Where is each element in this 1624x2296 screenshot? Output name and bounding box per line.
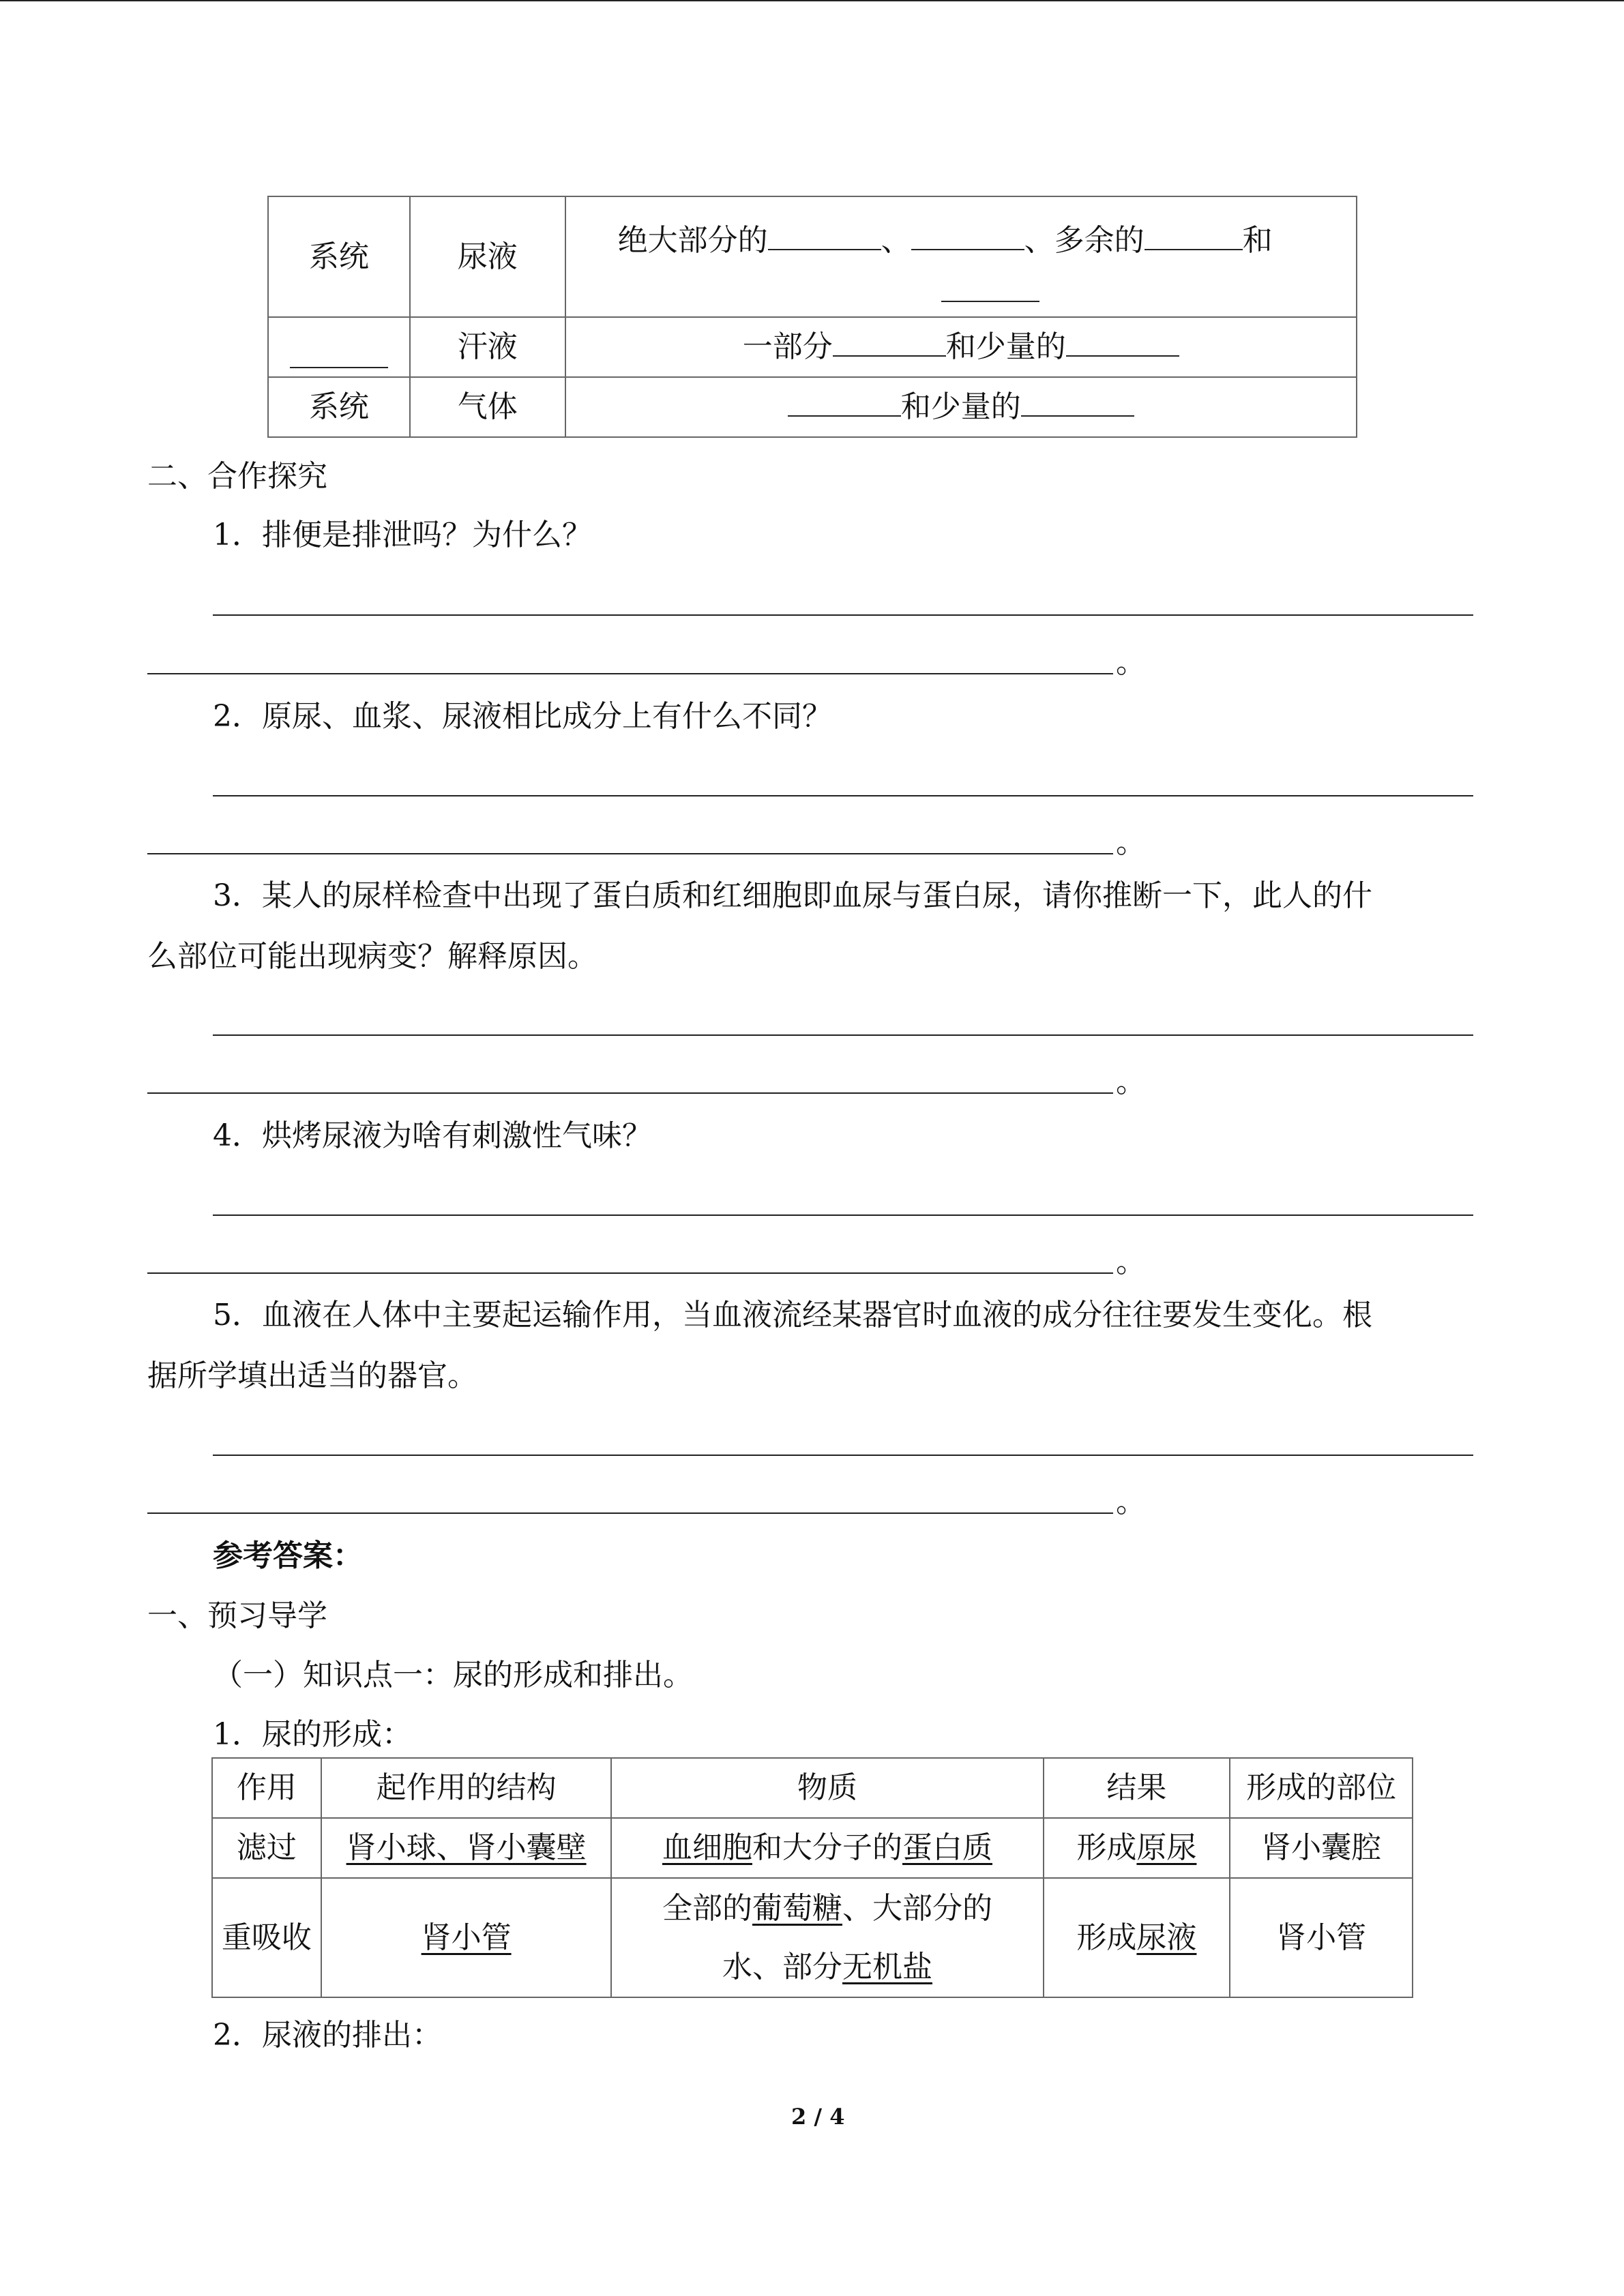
page-number: 2 / 4 xyxy=(791,2104,845,2130)
question-4: 4．烘烤尿液为啥有刺激性气味？ xyxy=(213,1118,652,1153)
answer-line xyxy=(213,1034,1473,1036)
answer-line xyxy=(213,1455,1473,1456)
cell-gas-contents: 和少量的 xyxy=(565,377,1357,437)
question-1: 1．排便是排泄吗？为什么？ xyxy=(213,518,592,552)
question-2: 2．原尿、血浆、尿液相比成分上有什么不同？ xyxy=(213,699,832,734)
item-1: 1．尿的形成： xyxy=(213,1717,412,1752)
answer-line xyxy=(213,795,1473,796)
table-row xyxy=(268,196,1357,317)
answer-line xyxy=(147,853,1113,854)
cell-gas: 气体 xyxy=(410,377,565,437)
question-5-cont: 据所学填出适当的器官。 xyxy=(147,1358,477,1393)
period: 。 xyxy=(1116,825,1146,860)
knowledge-point: （一）知识点一：尿的形成和排出。 xyxy=(213,1658,693,1693)
cell-structure-1: 肾小球、肾小囊壁 xyxy=(321,1818,612,1878)
answer-line xyxy=(213,614,1473,616)
cell-system-2: 系统 xyxy=(268,377,410,437)
period: 。 xyxy=(1116,1064,1146,1099)
cell-reabsorption: 重吸收 xyxy=(212,1878,321,1997)
header-substance: 物质 xyxy=(611,1758,1043,1818)
cell-filtration: 滤过 xyxy=(212,1818,321,1878)
answers-section-1: 一、预习导学 xyxy=(147,1598,327,1633)
answer-line xyxy=(147,1512,1113,1514)
header-action: 作用 xyxy=(212,1758,321,1818)
header-location: 形成的部位 xyxy=(1230,1758,1413,1818)
answer-line xyxy=(213,1214,1473,1216)
question-3-cont: 么部位可能出现病变？解释原因。 xyxy=(147,939,597,974)
header-structure: 起作用的结构 xyxy=(321,1758,612,1818)
answers-title: 参考答案： xyxy=(213,1538,363,1573)
period: 。 xyxy=(1116,645,1146,680)
period: 。 xyxy=(1116,1485,1146,1519)
header-result: 结果 xyxy=(1044,1758,1230,1818)
cell-blank-system xyxy=(268,317,410,377)
cell-location-2: 肾小管 xyxy=(1230,1878,1413,1997)
question-5: 5．血液在人体中主要起运输作用，当血液流经某器官时血液的成分往往要发生变化。根 xyxy=(213,1298,1372,1332)
table-row xyxy=(268,317,1357,377)
table-row xyxy=(212,1878,1413,1997)
cell-urine-contents: 绝大部分的 、 、多余的 和 xyxy=(565,196,1357,317)
cell-location-1: 肾小囊腔 xyxy=(1230,1818,1413,1878)
cell-structure-2: 肾小管 xyxy=(321,1878,612,1997)
page-top-border xyxy=(0,0,1624,1)
answer-line xyxy=(147,673,1113,674)
cell-sweat-contents: 一部分 和少量的 xyxy=(565,317,1357,377)
cell-result-2: 形成尿液 xyxy=(1044,1878,1230,1997)
cell-sweat: 汗液 xyxy=(410,317,565,377)
question-3: 3．某人的尿样检查中出现了蛋白质和红细胞即血尿与蛋白尿，请你推断一下，此人的什 xyxy=(213,878,1372,913)
answer-line xyxy=(147,1272,1113,1274)
table-row xyxy=(268,377,1357,437)
excretion-table xyxy=(267,196,1357,438)
cell-substance-1: 血细胞和大分子的蛋白质 xyxy=(611,1818,1043,1878)
cell-system-1: 系统 xyxy=(268,196,410,317)
table-row xyxy=(212,1818,1413,1878)
cell-substance-2: 全部的葡萄糖、大部分的 水、部分无机盐 xyxy=(611,1878,1043,1997)
urine-formation-table xyxy=(211,1757,1413,1998)
table-header-row xyxy=(212,1758,1413,1818)
answer-line xyxy=(147,1092,1113,1094)
period: 。 xyxy=(1116,1244,1146,1279)
cell-result-1: 形成原尿 xyxy=(1044,1818,1230,1878)
section-heading: 二、合作探究 xyxy=(147,459,327,494)
cell-urine: 尿液 xyxy=(410,196,565,317)
item-2: 2．尿液的排出： xyxy=(213,2018,442,2053)
